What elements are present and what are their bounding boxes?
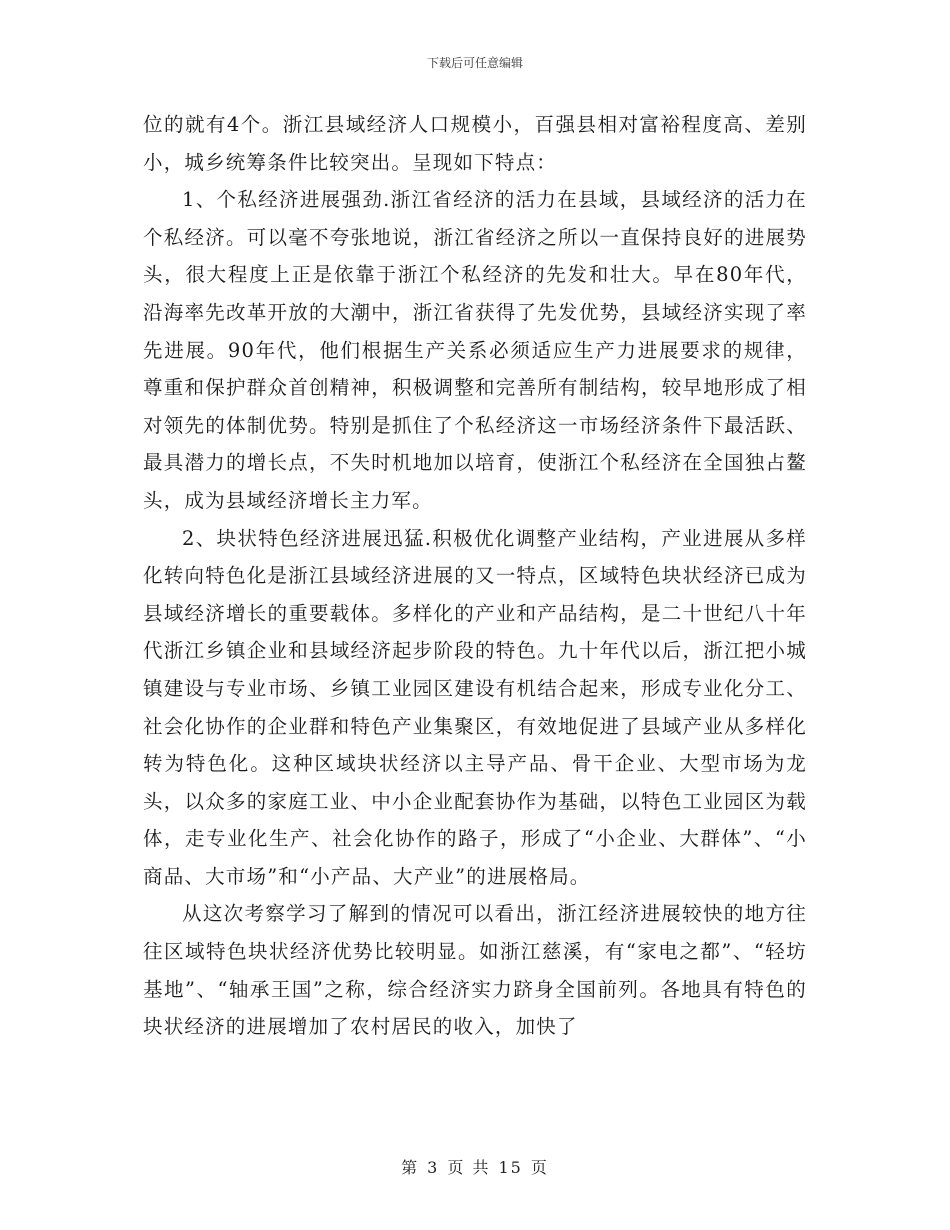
paragraph-study-findings: 从这次考察学习了解到的情况可以看出，浙江经济进展较快的地方往往区域特色块状经济优势比较明显。如浙江慈溪，有“家电之都”、“轻坊基地”、“轴承王国”之称，综合经济实力跻身全国前列。各地具有特色的块状经济的进展增加了农村居民的收入，加快了 xyxy=(143,902,807,1039)
page-number: 3 xyxy=(427,1158,440,1177)
header-note: 下载后可任意编辑 xyxy=(426,56,523,70)
footer-prefix: 第 xyxy=(401,1158,420,1177)
total-pages: 15 xyxy=(498,1158,523,1177)
paragraph-continuation: 位的就有4个。浙江县域经济人口规模小，百强县相对富裕程度高、差别小，城乡统筹条件比较突出。呈现如下特点： xyxy=(143,113,807,174)
page-footer xyxy=(0,1155,950,1178)
paragraph-block-economy: 2、块状特色经济进展迅猛.积极优化调整产业结构，产业进展从多样化转向特色化是浙江县域经济进展的又一特点，区域特色块状经济已成为县域经济增长的重要载体。多样化的产业和产品结构，是二十世纪八十年代浙江乡镇企业和县域经济起步阶段的特色。九十年代以后，浙江把小城镇建设与专业市场、乡镇工业园区建设有机结合起来，形成专业化分工、社会化协作的企业群和特色产业集聚区，有效地促进了县域产业从多样化转为特色化。这种区域块状经济以主导产品、骨干企业、大型市场为龙头，以众多的家庭工业、中小企业配套协作为基础，以特色工业园区为载体，走专业化生产、社会化协作的路子，形成了“小企业、大群体”、“小商品、大市场”和“小产品、大产业”的进展格局。 xyxy=(143,526,807,888)
body-text xyxy=(143,106,807,1046)
footer-suffix: 页 xyxy=(530,1158,549,1177)
footer-mid: 页 共 xyxy=(447,1158,491,1177)
paragraph-private-economy: 1、个私经济进展强劲.浙江省经济的活力在县域，县域经济的活力在个私经济。可以毫不夸张地说，浙江省经济之所以一直保持良好的进展势头，很大程度上正是依靠于浙江个私经济的先发和壮大。早在80年代，沿海率先改革开放的大潮中，浙江省获得了先发优势，县域经济实现了率先进展。90年代，他们根据生产关系必须适应生产力进展要求的规律，尊重和保护群众首创精神，积极调整和完善所有制结构，较早地形成了相对领先的体制优势。特别是抓住了个私经济这一市场经济条件下最活跃、最具潜力的增长点，不失时机地加以培育，使浙江个私经济在全国独占鳌头，成为县域经济增长主力军。 xyxy=(143,188,807,512)
